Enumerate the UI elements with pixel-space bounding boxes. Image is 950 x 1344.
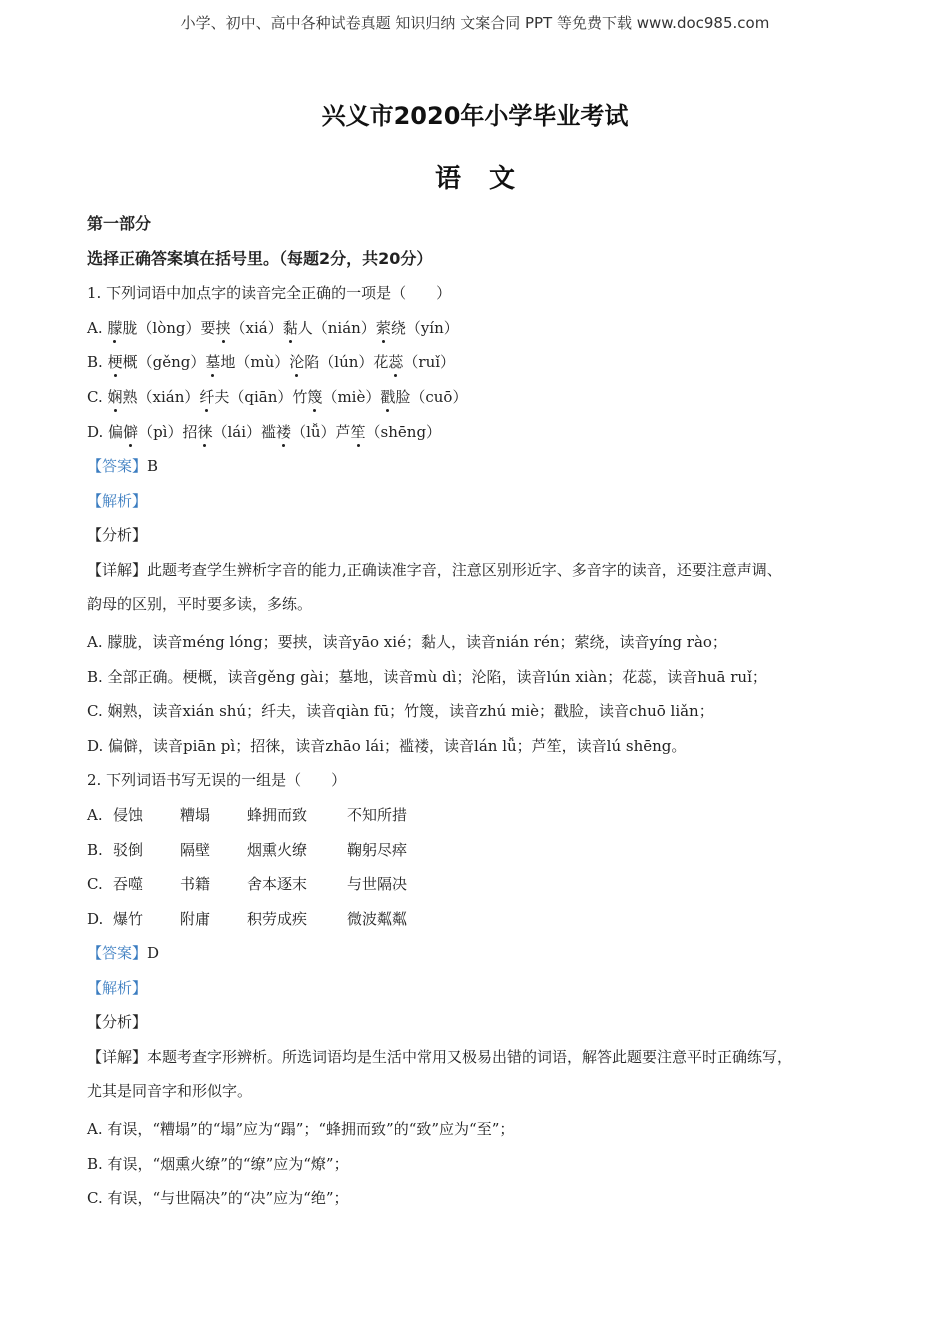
- answer-tag: 【答案】: [87, 944, 148, 963]
- q2-option-a: A. 侵蚀 糟塌 蜂拥而致 不知所措: [87, 805, 408, 824]
- q1-fenxi: 【分析】: [87, 526, 148, 545]
- q1-explain-b: B. 全部正确。梗概，读音gěng gài；墓地，读音mù dì；沦陷，读音lún xiàn；花蕊，读音huā ruǐ；: [87, 667, 767, 686]
- q1-detail: 【详解】此题考查学生辨析字音的能力,正确读准字音，注意区别形近字、多音字的读音，还要注意声调、 韵母的区别，平时要多读，多练。: [87, 560, 782, 613]
- answer-tag: 【答案】: [87, 457, 148, 476]
- site-banner: 小学、初中、高中各种试卷真题 知识归纳 文案合同 PPT 等免费下载 www.doc985.com: [180, 14, 770, 32]
- q2-option-d: D. 爆竹 附庸 积劳成疾 微波粼粼: [87, 909, 408, 928]
- q1-option-a: A. 朦胧（lòng）要挟（xiá）黏人（nián）萦绕（yín）: [87, 318, 459, 337]
- q1-answer: [87, 456, 877, 491]
- q2-fenxi: 【分析】: [87, 1013, 148, 1032]
- q1-option-b: B. 梗概（gěng）墓地（mù）沦陷（lún）花蕊（ruǐ）: [87, 353, 456, 372]
- q1-explain-c: C. 娴熟，读音xián shú；纤夫，读音qiàn fū；竹篾，读音zhú miè；戳脸，读音chuō liǎn；: [87, 702, 714, 721]
- question-2-stem: 2. 下列词语书写无误的一组是（ ）: [87, 771, 347, 790]
- subject-title: 语文: [434, 164, 543, 194]
- q2-option-c: C. 吞噬 书籍 舍本逐末 与世隔决: [87, 875, 408, 894]
- section-instruction: 选择正确答案填在括号里。（每题2分，共20分）: [87, 248, 433, 268]
- answer-value: B: [147, 457, 159, 476]
- q1-explain-a: A. 朦胧，读音méng lóng；要挟，读音yāo xié；黏人，读音nián rén；萦绕，读音yíng rào；: [87, 632, 727, 651]
- q1-option-c: C. 娴熟（xián）纤夫（qiān）竹篾（miè）戳脸（cuō）: [87, 387, 468, 406]
- q2-answer: [87, 943, 877, 978]
- exam-title: 兴义市2020年小学毕业考试: [321, 102, 629, 130]
- question-1-stem: 1. 下列词语中加点字的读音完全正确的一项是（ ）: [87, 284, 452, 303]
- q2-detail: 【详解】本题考查字形辨析。所选词语均是生活中常用又极易出错的词语，解答此题要注意平时正确练写， 尤其是同音字和形似字。: [87, 1048, 793, 1101]
- answer-value: D: [147, 944, 160, 963]
- q2-option-b: B. 驳倒 隔壁 烟熏火缭 鞠躬尽瘁: [87, 840, 408, 859]
- q2-explain-a: A. 有误，“糟塌”的“塌”应为“蹋”；“蜂拥而致”的“致”应为“至”；: [87, 1120, 515, 1139]
- part-heading: 第一部分: [87, 214, 152, 233]
- q1-explain-d: D. 偏僻，读音piān pì；招徕，读音zhāo lái；褴褛，读音lán lǚ；芦笙，读音lú shēng。: [87, 736, 687, 755]
- exam-content: [87, 214, 877, 1223]
- q1-analysis-tag: 【解析】: [87, 491, 148, 510]
- q2-analysis-tag: 【解析】: [87, 978, 148, 997]
- q2-explain-c: C. 有误，“与世隔决”的“决”应为“绝”；: [87, 1189, 349, 1208]
- q2-explain-b: B. 有误，“烟熏火缭”的“缭”应为“燎”；: [87, 1154, 349, 1173]
- q1-option-d: D. 偏僻（pì）招徕（lái）褴褛（lǚ）芦笙（shēng）: [87, 422, 442, 441]
